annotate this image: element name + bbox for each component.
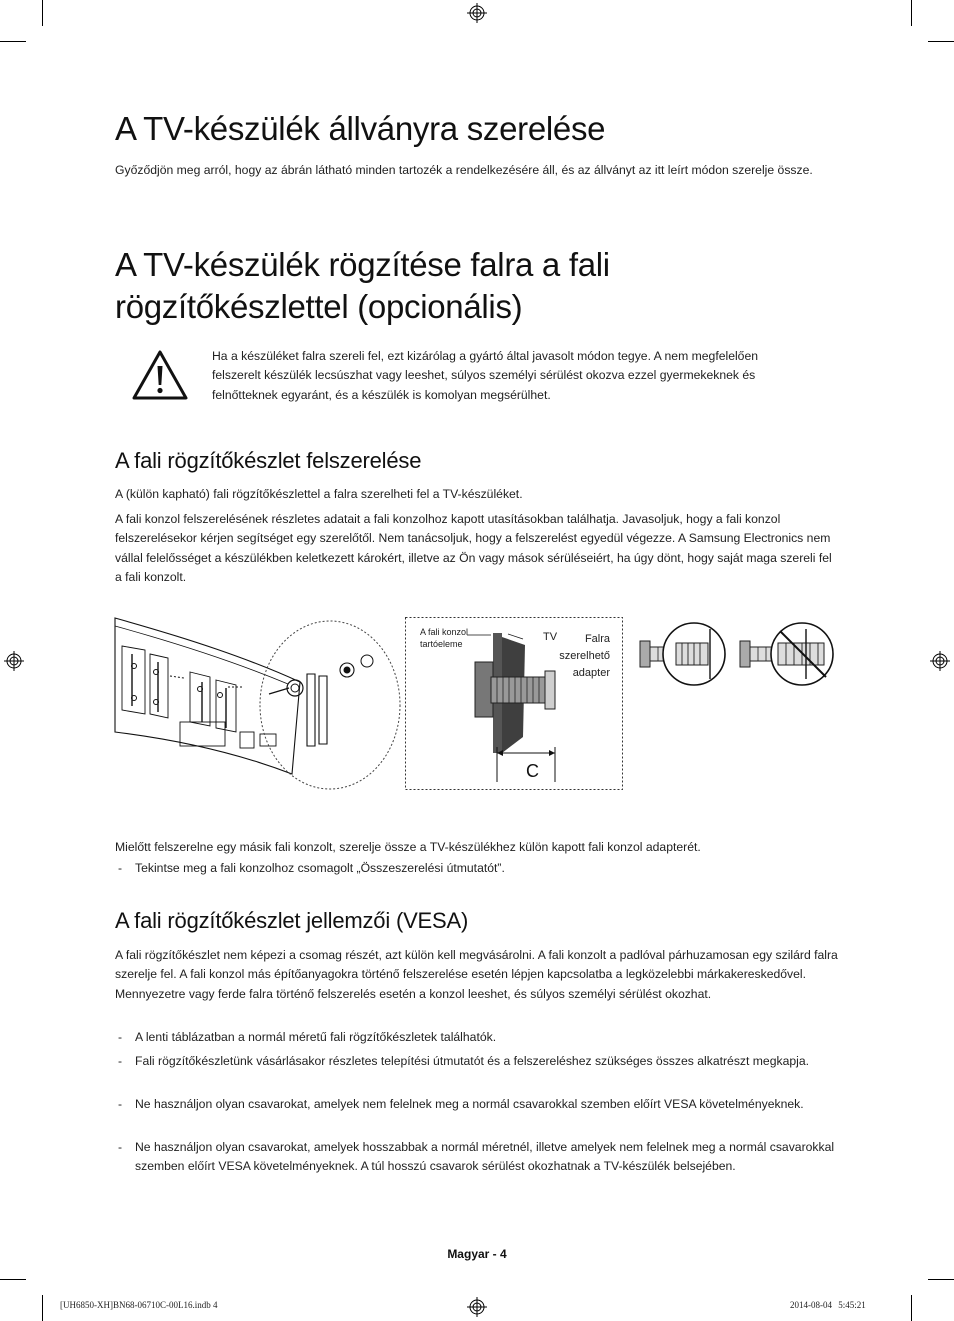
vesa-title: A fali rögzítőkészlet jellemzői (VESA) <box>115 908 469 933</box>
footer-timestamp: 2014-08-04 5:45:21 <box>790 1300 866 1310</box>
page-number: Magyar - 4 <box>447 1247 507 1261</box>
label-tv: TV <box>543 631 558 643</box>
vesa-bullet: - Ne használjon olyan csavarokat, amelyek hosszabbak a normál méretnél, illetve amelyek nem felelnek meg a normál csavarokkal szemben előírt VESA követelményeknek. A túl hosszú csavarok sérülést okozhatnak a TV-készülék belsejében. <box>118 1140 835 1174</box>
wallmount-warning: Ha a készüléket falra szereli fel, ezt kizárólag a gyártó által javasolt módon tegye. A nem megfelelően felszerelt készülék lecsúszhat vagy leeshet, súlyos személyi sérülést okozva ezzel gyermekeknek és felnőtteknek egyaránt, és a készülék is komolyan megsérülhet. <box>212 349 759 402</box>
install-bullet: - Tekintse meg a fali konzolhoz csomagolt „Összeszerelési útmutatót”. <box>118 861 505 875</box>
crop-mark <box>911 1295 912 1321</box>
registration-mark-icon <box>467 1297 487 1317</box>
crop-mark <box>0 41 26 42</box>
label-bracket: A fali konzol tartóeleme <box>420 627 469 649</box>
registration-mark-icon <box>4 651 24 671</box>
warning-triangle-icon <box>131 349 189 401</box>
label-adapter: Falra szerelhető adapter <box>559 633 610 679</box>
crop-mark <box>42 0 43 26</box>
wrong-screw-icon <box>736 619 836 691</box>
crop-mark <box>0 1279 26 1280</box>
crop-mark <box>911 0 912 26</box>
correct-screw-icon <box>636 619 728 691</box>
detail-magnifier-illustration <box>255 616 405 794</box>
vesa-bullet: - A lenti táblázatban a normál méretű fali rögzítőkészletek találhatók. <box>118 1030 497 1044</box>
crop-mark <box>42 1295 43 1321</box>
vesa-bullet: - Ne használjon olyan csavarokat, amelyek nem felelnek meg a normál csavarokkal szemben előírt VESA követelményeknek. <box>118 1097 804 1111</box>
crop-mark <box>928 1279 954 1280</box>
wallmount-title-line2: rögzítőkészlettel (opcionális) <box>115 288 523 325</box>
wallmount-title-line1: A TV-készülék rögzítése falra a fali <box>115 246 610 283</box>
stand-text: Győződjön meg arról, hogy az ábrán látható minden tartozék a rendelkezésére áll, és az állványt az itt leírt módon szerelje össze. <box>115 163 813 177</box>
crop-mark <box>928 41 954 42</box>
install-p1: A (külön kapható) fali rögzítőkészlettel a falra szerelheti fel a TV-készüléket. <box>115 487 523 501</box>
install-title: A fali rögzítőkészlet felszerelése <box>115 448 422 473</box>
install-p2: A fali konzol felszerelésének részletes adatait a fali konzolhoz kapott utasításokban találhatja. Javasoljuk, hogy a fali konzol felszerelésekor kérjen segítséget egy szerelőtől. Nem tanácsoljuk, hogy a felszerelést egyedül végezze. A Samsung Electronics nem vállal felelősséget a készülékben keletkezett károkért, illetve az Ön vagy mások sérüléseiért, ha úgy dönt, hogy saját maga szereli fel a fali konzolt. <box>115 512 832 584</box>
registration-mark-icon <box>930 651 950 671</box>
vesa-p1: A fali rögzítőkészlet nem képezi a csomag részét, azt külön kell megvásárolni. A fali konzolt a padlóval párhuzamosan egy szilárd falra szerelje fel. A fali konzol más építőanyagokra történő felszerelése esetén lépjen kapcsolatba a legközelebbi márkakereskedővel. Mennyezetre vagy ferde falra történő felszerelés esetén a konzol leeshet, és súlyos személyi sérülést okozhat. <box>115 948 838 1001</box>
registration-mark-icon <box>467 3 487 23</box>
stand-title: A TV-készülék állványra szerelése <box>115 110 606 147</box>
label-c: C <box>526 761 539 781</box>
footer-file: [UH6850-XH]BN68-06710C-00L16.indb 4 <box>60 1300 218 1310</box>
vesa-bullet: - Fali rögzítőkészletünk vásárlásakor részletes telepítési útmutatót és a felszereléshez szükséges összes alkatrészt megkapja. <box>118 1054 810 1068</box>
install-p3: Mielőtt felszerelne egy másik fali konzolt, szerelje össze a TV-készülékhez külön kapott fali konzol adapterét. <box>115 840 701 854</box>
